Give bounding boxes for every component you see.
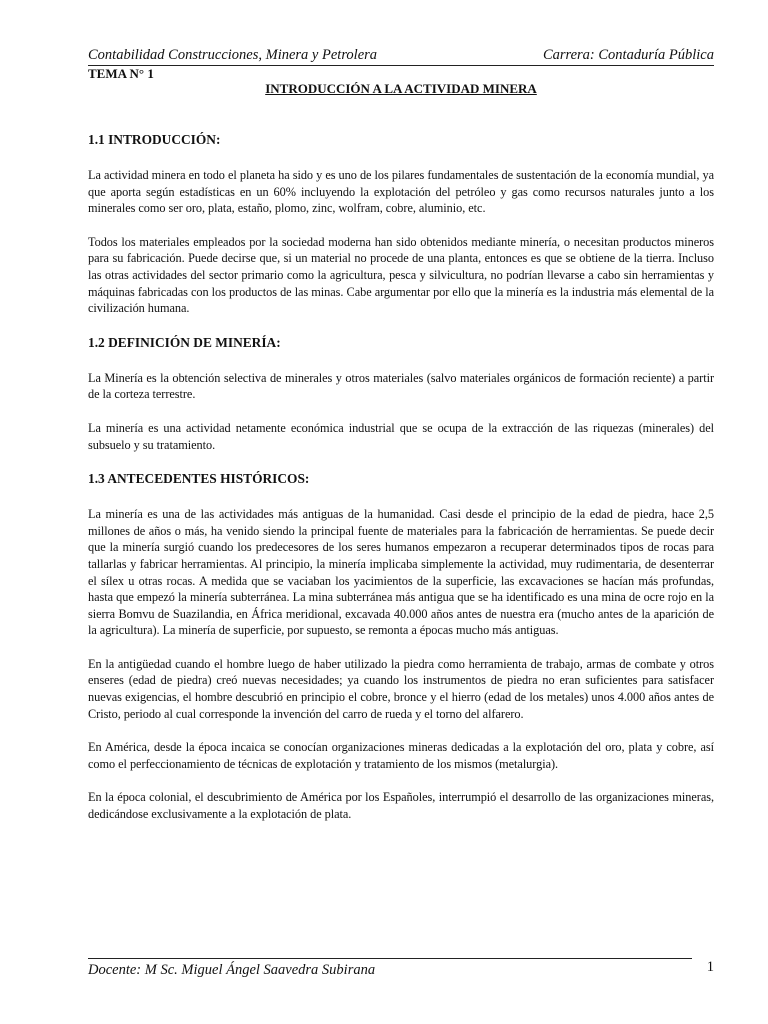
topic-number: TEMA N° 1 xyxy=(88,66,154,81)
paragraph: La minería es una actividad netamente económica industrial que se ocupa de la extracción de las riquezas (minerales) del subsuelo y su tratamiento. xyxy=(88,420,714,452)
section-heading-antecedentes: 1.3 ANTECEDENTES HISTÓRICOS: xyxy=(88,471,310,487)
paragraph: En América, desde la época incaica se conocían organizaciones mineras dedicadas a la explotación del oro, plata y cobre, así como el perfeccionamiento de técnicas de explotación y tratamiento de los mismos (metalurgia). xyxy=(88,740,714,771)
document-body xyxy=(88,131,714,823)
paragraph: En la antigüedad cuando el hombre luego de haber utilizado la piedra como herramienta de trabajo, armas de combate y otros enseres (edad de piedra) creó nuevas necesidades; ya cuando los instrumentos de piedra no eran suficientes para satisfacer nuevas exigencias, el hombre descubrió en principio el cobre, bronce y el hierro (edad de los metales) unos 4.000 años antes de Cristo, periodo al cual corresponde la invención del carro de rueda y el torno del alfarero. xyxy=(88,656,714,721)
running-footer xyxy=(88,958,714,980)
document-title-wrapper xyxy=(88,81,714,97)
header-career: Carrera: Contaduría Pública xyxy=(542,47,714,63)
paragraph: La Minería es la obtención selectiva de minerales y otros materiales (salvo materiales orgánicos de formación reciente) a partir de la corteza terrestre. xyxy=(88,370,714,402)
paragraph: Todos los materiales empleados por la sociedad moderna han sido obtenidos mediante minería, o necesitan productos mineros para su fabricación. Puede decirse que, si un material no procede de una planta, entonces es que se obtiene de la tierra. Incluso las otras actividades del sector primario como la agricultura, pesca y silvicultura, no podrían llevarse a cabo sin herramientas y máquinas fabricadas con los productos de las minas. Cabe argumentar por ello que la minería es la industria más elemental de la civilización humana. xyxy=(88,234,714,316)
section-heading-definicion: 1.2 DEFINICIÓN DE MINERÍA: xyxy=(88,334,281,350)
footer-author: Docente: M Sc. Miguel Ángel Saavedra Subirana xyxy=(88,962,376,978)
paragraph: La minería es una de las actividades más antiguas de la humanidad. Casi desde el principio de la edad de piedra, hace 2,5 millones de años o más, ha venido siendo la principal fuente de materiales para la fabricación de herramientas. Se puede decir que la minería surgió cuando los predecesores de los seres humanos empezaron a recuperar determinados tipos de rocas para tallarlas y fabricar herramientas. Al principio, la minería implicaba simplemente la actividad, muy rudimentaria, de desenterrar el sílex u otras rocas. A medida que se vaciaban los yacimientos de la superficie, las excavaciones se hacían más profundas, hasta que empezó la minería subterránea. La mina subterránea más antigua que se ha identificado es una mina de ocre rojo en la sierra Bomvu de Suazilandia, en África meridional, excavada 40.000 años antes de nuestra era (mucho antes de la aparición de la agricultura). La minería de superficie, por supuesto, se remonta a épocas mucho más antiguas. xyxy=(88,507,714,638)
header-course-title: Contabilidad Construcciones, Minera y Petrolera xyxy=(88,47,378,63)
document-title: INTRODUCCIÓN A LA ACTIVIDAD MINERA xyxy=(265,81,537,96)
paragraph: La actividad minera en todo el planeta ha sido y es uno de los pilares fundamentales de sustentación de la economía mundial, ya que aporta según estadísticas en un 60% incluyendo la explotación del petróleo y gas como recursos naturales junto a los minerales como ser oro, plata, estaño, plomo, zinc, wolfram, cobre, aluminio, etc. xyxy=(88,168,714,216)
section-heading-introduccion: 1.1 INTRODUCCIÓN: xyxy=(88,132,221,147)
running-header xyxy=(88,46,714,66)
page-number: 1 xyxy=(706,959,714,975)
footer-rule xyxy=(88,958,692,959)
paragraph: En la época colonial, el descubrimiento de América por los Españoles, interrumpió el desarrollo de las organizaciones mineras, dedicándose exclusivamente a la explotación de plata. xyxy=(88,790,714,822)
